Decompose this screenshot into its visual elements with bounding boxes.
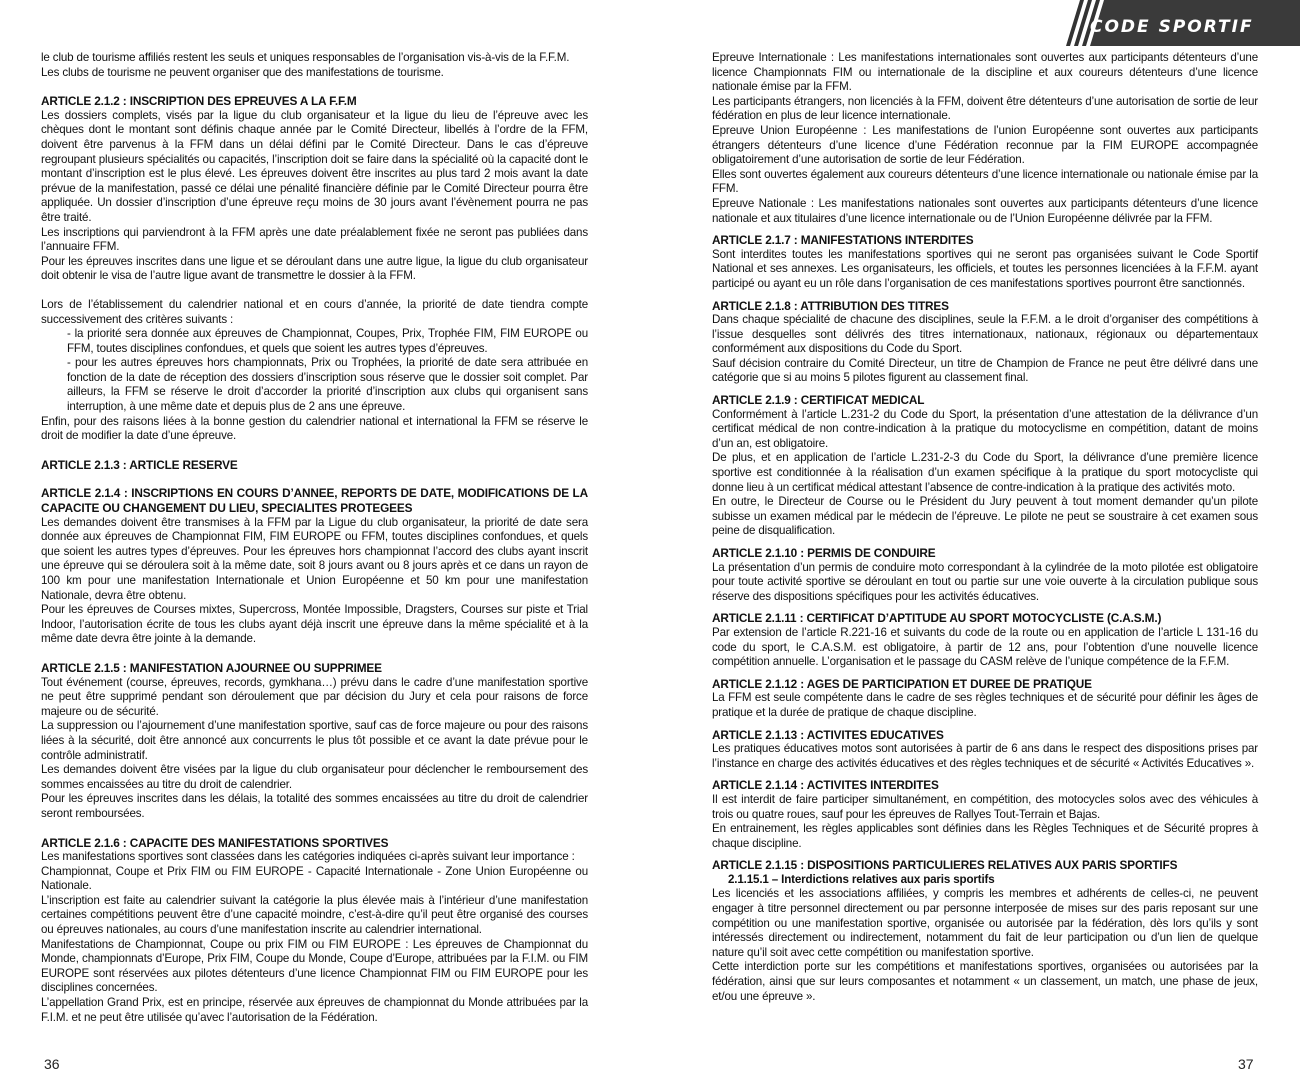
paragraph: En entrainement, les règles applicables sont définies dans les Règles Techniques et de Sécurité propres à chaque discipline. bbox=[712, 822, 1258, 850]
paragraph: Les participants étrangers, non licenciés à la FFM, doivent être détenteurs d’une autorisation de sortie de leur fédération en plus de leur licence internationale. bbox=[712, 94, 1258, 123]
article-heading: ARTICLE 2.1.7 : MANIFESTATIONS INTERDITES bbox=[712, 233, 974, 248]
paragraph: Elles sont ouvertes également aux coureurs détenteurs d’une licence internationale ou nationale émise par la FFM. bbox=[712, 167, 1258, 196]
paragraph: Dans chaque spécialité de chacune des disciplines, seule la F.F.M. a le droit d’organiser des compétitions à l’issue desquelles sont délivrés des titres internationaux, nationaux, régionaux ou départementaux conformément aux dispositions du Code du Sport. bbox=[712, 313, 1258, 356]
paragraph: La FFM est seule compétente dans le cadre de ses règles techniques et de sécurité pour définir les âges de pratique et la durée de pratique de chaque discipline. bbox=[712, 691, 1258, 719]
paragraph: Epreuve Union Européenne : Les manifestations de l’union Européenne sont ouvertes aux participants étrangers détenteurs d’une licence d’une Fédération reconnue par la FIM EUROPE accompagnée obligatoirement d’une autorisation de sortie de leur Fédération. bbox=[712, 123, 1258, 167]
bullet-item: - pour les autres épreuves hors championnats, Prix ou Trophées, la priorité de date sera attribuée en fonction de la date de réception des dossiers d’inscription sous réserve que le dossier soit complet. Par ailleurs, la FFM se réserve le droit d’accorder la priorité d’inscription aux clubs qui organisent sans interruption, à une même date et depuis plus de 2 ans une épreuve. bbox=[67, 356, 588, 414]
paragraph: Manifestations de Championnat, Coupe ou prix FIM ou FIM EUROPE : Les épreuves de Championnat du Monde, championnats d’Europe, Prix FIM, Coupe du Monde, Coupe d’Europe, attribuées par la F.I.M. ou FIM EUROPE sont réservées aux pilotes détenteurs d’une licence Championnat FIM ou FIM EUROPE pour les disciplines concernées. bbox=[41, 937, 588, 995]
paragraph: Les demandes doivent être visées par la ligue du club organisateur pour déclencher le remboursement des sommes encaissées au titre du droit de calendrier. bbox=[41, 763, 588, 791]
paragraph: La suppression ou l’ajournement d’une manifestation sportive, sauf cas de force majeure ou pour des raisons liées à la sécurité, doit être annoncé aux concurrents le plus tôt possible et ce avant la date prévue pour le contrôle administratif. bbox=[41, 719, 588, 762]
page-number: 37 bbox=[1238, 1056, 1254, 1072]
article-heading: ARTICLE 2.1.6 : CAPACITE DES MANIFESTATIONS SPORTIVES bbox=[41, 835, 389, 850]
paragraph: Pour les épreuves inscrites dans une ligue et se déroulant dans une autre ligue, la ligue du club organisateur doit obtenir le visa de l’autre ligue avant de transmettre le dossier à la FFM. bbox=[41, 254, 588, 283]
paragraph: Tout événement (course, épreuves, records, gymkhana…) prévu dans le cadre d’une manifestation sportive ne peut être supprimé pendant son déroulement que par décision du Jury et cela pour raisons de force majeure ou de sécurité. bbox=[41, 675, 588, 718]
article-heading: ARTICLE 2.1.14 : ACTIVITES INTERDITES bbox=[712, 778, 939, 793]
article-heading: ARTICLE 2.1.5 : MANIFESTATION AJOURNEE OU SUPPRIMEE bbox=[41, 660, 382, 675]
paragraph: L’appellation Grand Prix, est en principe, réservée aux épreuves de championnat du Monde attribuées par la F.I.M. et ne peut être utilisée qu’avec l’autorisation de la Fédération. bbox=[41, 996, 588, 1024]
paragraph: La présentation d’un permis de conduire moto correspondant à la cylindrée de la moto pilotée est obligatoire pour toute activité sportive se déroulant en tout ou partie sur une voie ouverte à la circulation publique sous réserve des dispositions spécifiques pour les activités éducatives. bbox=[712, 560, 1258, 603]
article-heading: ARTICLE 2.1.15 : DISPOSITIONS PARTICULIERES RELATIVES AUX PARIS SPORTIFS bbox=[712, 858, 1178, 873]
paragraph: L’inscription est faite au calendrier suivant la catégorie la plus élevée mais à l’intérieur d’une manifestation certaines compétitions peuvent être d’une capacité moindre, c’est-à-dire qu’il peut être organisé des courses ou épreuves nationales, au cours d’une manifestation inscrite au calendrier international. bbox=[41, 893, 588, 937]
paragraph: Il est interdit de faire participer simultanément, en compétition, des motocycles solos avec des véhicules à trois ou quatre roues, sauf pour les épreuves de Rallyes Tout-Terrain et Bajas. bbox=[712, 792, 1258, 821]
paragraph: Les licenciés et les associations affiliées, y compris les membres et adhérents de celles-ci, ne peuvent engager à titre personnel directement ou par personne interposée de mises sur des paris reposant sur une compétition ou une manifestation sportive, organisée ou autorisée par la fédération, dès lors qu’ils y sont intéressés directement ou indirectement, notamment du fait de leur participation ou d’un lien de quelque nature qu’il soit avec cette compétition ou manifestation sportive. bbox=[712, 887, 1258, 959]
paragraph: le club de tourisme affiliés restent les seuls et uniques responsables de l’organisation vis-à-vis de la F.F.M. bbox=[41, 51, 570, 64]
banner-title: CODE SPORTIF bbox=[1090, 17, 1254, 37]
bullet-item: - la priorité sera donnée aux épreuves de Championnat, Coupes, Prix, Trophée FIM, FIM EUROPE ou FFM, toutes disciplines confondues, et quels que soient les autres types d’épreuves. bbox=[67, 327, 588, 355]
paragraph: Cette interdiction porte sur les compétitions et manifestations sportives, organisées ou autorisées par la fédération, ainsi que sur leurs composantes et notamment « un classement, un match, une phase de jeux, et/ou une épreuve ». bbox=[712, 960, 1258, 1003]
left-column bbox=[41, 51, 588, 1025]
paragraph: Les manifestations sportives sont classées dans les catégories indiquées ci-après suivant leur importance : bbox=[41, 850, 575, 864]
paragraph: Les dossiers complets, visés par la ligue du club organisateur et la ligue du lieu de l’épreuve avec les chèques dont le montant sont définis chaque année par le Comité Directeur, libellés à l’ordre de la FFM, doivent être parvenus à la FFM dans un délai défini par le Comité Directeur. Dans le cas d’épreuve regroupant plusieurs spécialités ou capacités, l’inscription doit se faire dans la spécialité où la capacité dont le montant d’inscription est le plus élevé. Les épreuves doivent être inscrites au plus tard 2 mois avant la date prévue de la manifestation, passé ce délai une pénalité financière définie par le Comité Directeur pourra être appliquée. Un dossier d’inscription d’une épreuve reçu moins de 30 jours avant l’évènement pourra ne pas être traité. bbox=[41, 108, 588, 224]
article-heading: ARTICLE 2.1.9 : CERTIFICAT MEDICAL bbox=[712, 393, 925, 408]
paragraph: Les pratiques éducatives motos sont autorisées à partir de 6 ans dans le respect des dispositions prises par l’instance en charge des activités éducatives et des règles techniques et de sécurité « Activités Educatives ». bbox=[712, 742, 1258, 770]
article-heading: ARTICLE 2.1.12 : AGES DE PARTICIPATION ET DUREE DE PRATIQUE bbox=[712, 676, 1092, 691]
paragraph: Pour les épreuves inscrites dans les délais, la totalité des sommes encaissées au titre du droit de calendrier seront remboursées. bbox=[41, 792, 588, 820]
paragraph: Lors de l’établissement du calendrier national et en cours d’année, la priorité de date tiendra compte successivement des critères suivants : bbox=[41, 297, 588, 326]
paragraph: Pour les épreuves de Courses mixtes, Supercross, Montée Impossible, Dragsters, Courses sur piste et Trial Indoor, l’autorisation écrite de tous les clubs ayant déjà inscrit une épreuve dans la même spécialité et à la même date devra être jointe à la demande. bbox=[41, 603, 588, 646]
paragraph: De plus, et en application de l’article L.231-2-3 du Code du Sport, la délivrance d’une première licence sportive est conditionnée à la réalisation d’un examen spécifique à la pratique du sport motocycliste qui donne lieu à un certificat médical attestant l’absence de contre-indication à la pratique des activités moto. bbox=[712, 451, 1258, 494]
paragraph: Enfin, pour des raisons liées à la bonne gestion du calendrier national et international la FFM se réserve le droit de modifier la date d’une épreuve. bbox=[41, 414, 588, 443]
paragraph: Sauf décision contraire du Comité Directeur, un titre de Champion de France ne peut être délivré dans une catégorie que si au moins 5 pilotes figurent au classement final. bbox=[712, 356, 1258, 385]
article-heading: ARTICLE 2.1.11 : CERTIFICAT D’APTITUDE AU SPORT MOTOCYCLISTE (C.A.S.M.) bbox=[712, 611, 1162, 626]
paragraph: Epreuve Nationale : Les manifestations nationales sont ouvertes aux participants détenteurs d’une licence nationale et aux titulaires d’une licence internationale ou de l’Union Européenne délivrée par la FFM. bbox=[712, 196, 1258, 225]
paragraph: Sont interdites toutes les manifestations sportives qui ne seront pas organisées suivant le Code Sportif National et ses annexes. Les organisateurs, les officiels, et toutes les personnes licenciées à la F.F.M. ayant participé ou ayant eu un rôle dans l’organisation de ces manifestations sportives pourront être sanctionnés. bbox=[712, 247, 1258, 290]
sub-heading: 2.1.15.1 – Interdictions relatives aux paris sportifs bbox=[728, 872, 995, 886]
paragraph: Conformément à l’article L.231-2 du Code du Sport, la présentation d’une attestation de la délivrance d’un certificat médical de non contre-indication à la pratique du motocyclisme en compétition, datant de moins d’un an, est obligatoire. bbox=[712, 407, 1258, 450]
article-heading: ARTICLE 2.1.4 : INSCRIPTIONS EN COURS D’ANNEE, REPORTS DE DATE, MODIFICATIONS DE LA CAPACITE OU CHANGEMENT DU LIEU, SPECIALITES PROTEGEES bbox=[41, 486, 588, 516]
article-heading: ARTICLE 2.1.8 : ATTRIBUTION DES TITRES bbox=[712, 298, 949, 313]
article-heading: ARTICLE 2.1.2 : INSCRIPTION DES EPREUVES A LA F.F.M bbox=[41, 94, 357, 109]
article-heading: ARTICLE 2.1.10 : PERMIS DE CONDUIRE bbox=[712, 546, 936, 560]
paragraph: Les clubs de tourisme ne peuvent organiser que des manifestations de tourisme. bbox=[41, 65, 444, 79]
paragraph: Championnat, Coupe et Prix FIM ou FIM EUROPE - Capacité Internationale - Zone Union Européenne ou Nationale. bbox=[41, 864, 588, 893]
paragraph: Les inscriptions qui parviendront à la FFM après une date préalablement fixée ne seront pas publiées dans l’annuaire FFM. bbox=[41, 225, 588, 254]
right-column bbox=[712, 51, 1258, 1004]
paragraph: Epreuve Internationale : Les manifestations internationales sont ouvertes aux participants détenteurs d’une licence Championnats FIM ou internationale de la discipline et aux coureurs détenteurs d’une licence nationale émise par la FFM. bbox=[712, 51, 1258, 94]
article-heading: ARTICLE 2.1.13 : ACTIVITES EDUCATIVES bbox=[712, 727, 944, 742]
paragraph: Par extension de l’article R.221-16 et suivants du code de la route ou en application de l’article L 131-16 du code du sport, le C.A.S.M. est obligatoire, à partir de 12 ans, pour l’obtention d’une nouvelle licence compétition annuelle. L’organisation et le passage du CASM relève de l’unique compétence de la F.F.M. bbox=[712, 625, 1258, 669]
article-heading: ARTICLE 2.1.3 : ARTICLE RESERVE bbox=[41, 457, 238, 472]
page-number: 36 bbox=[44, 1056, 60, 1072]
paragraph: En outre, le Directeur de Course ou le Président du Jury peuvent à tout moment demander qu’un pilote subisse un examen médical par le médecin de l’épreuve. Le pilote ne peut se soustraire à cet examen sous peine de disqualification. bbox=[712, 495, 1258, 538]
paragraph: Les demandes doivent être transmises à la FFM par la Ligue du club organisateur, la priorité de date sera donnée aux épreuves de Championnat FIM, FIM EUROPE ou FFM, toutes disciplines confondues, et quels que soient les autres types d’épreuves. Pour les épreuves hors championnat l’accord des clubs ayant inscrit une épreuve qui se déroulera soit à la même date, soit 8 jours avant ou 8 jours après et ce dans un rayon de 100 km pour une manifestation Internationale et Union Européenne et 50 km pour une manifestation Nationale, devra être obtenu. bbox=[41, 515, 588, 602]
right-page bbox=[650, 0, 1300, 1092]
